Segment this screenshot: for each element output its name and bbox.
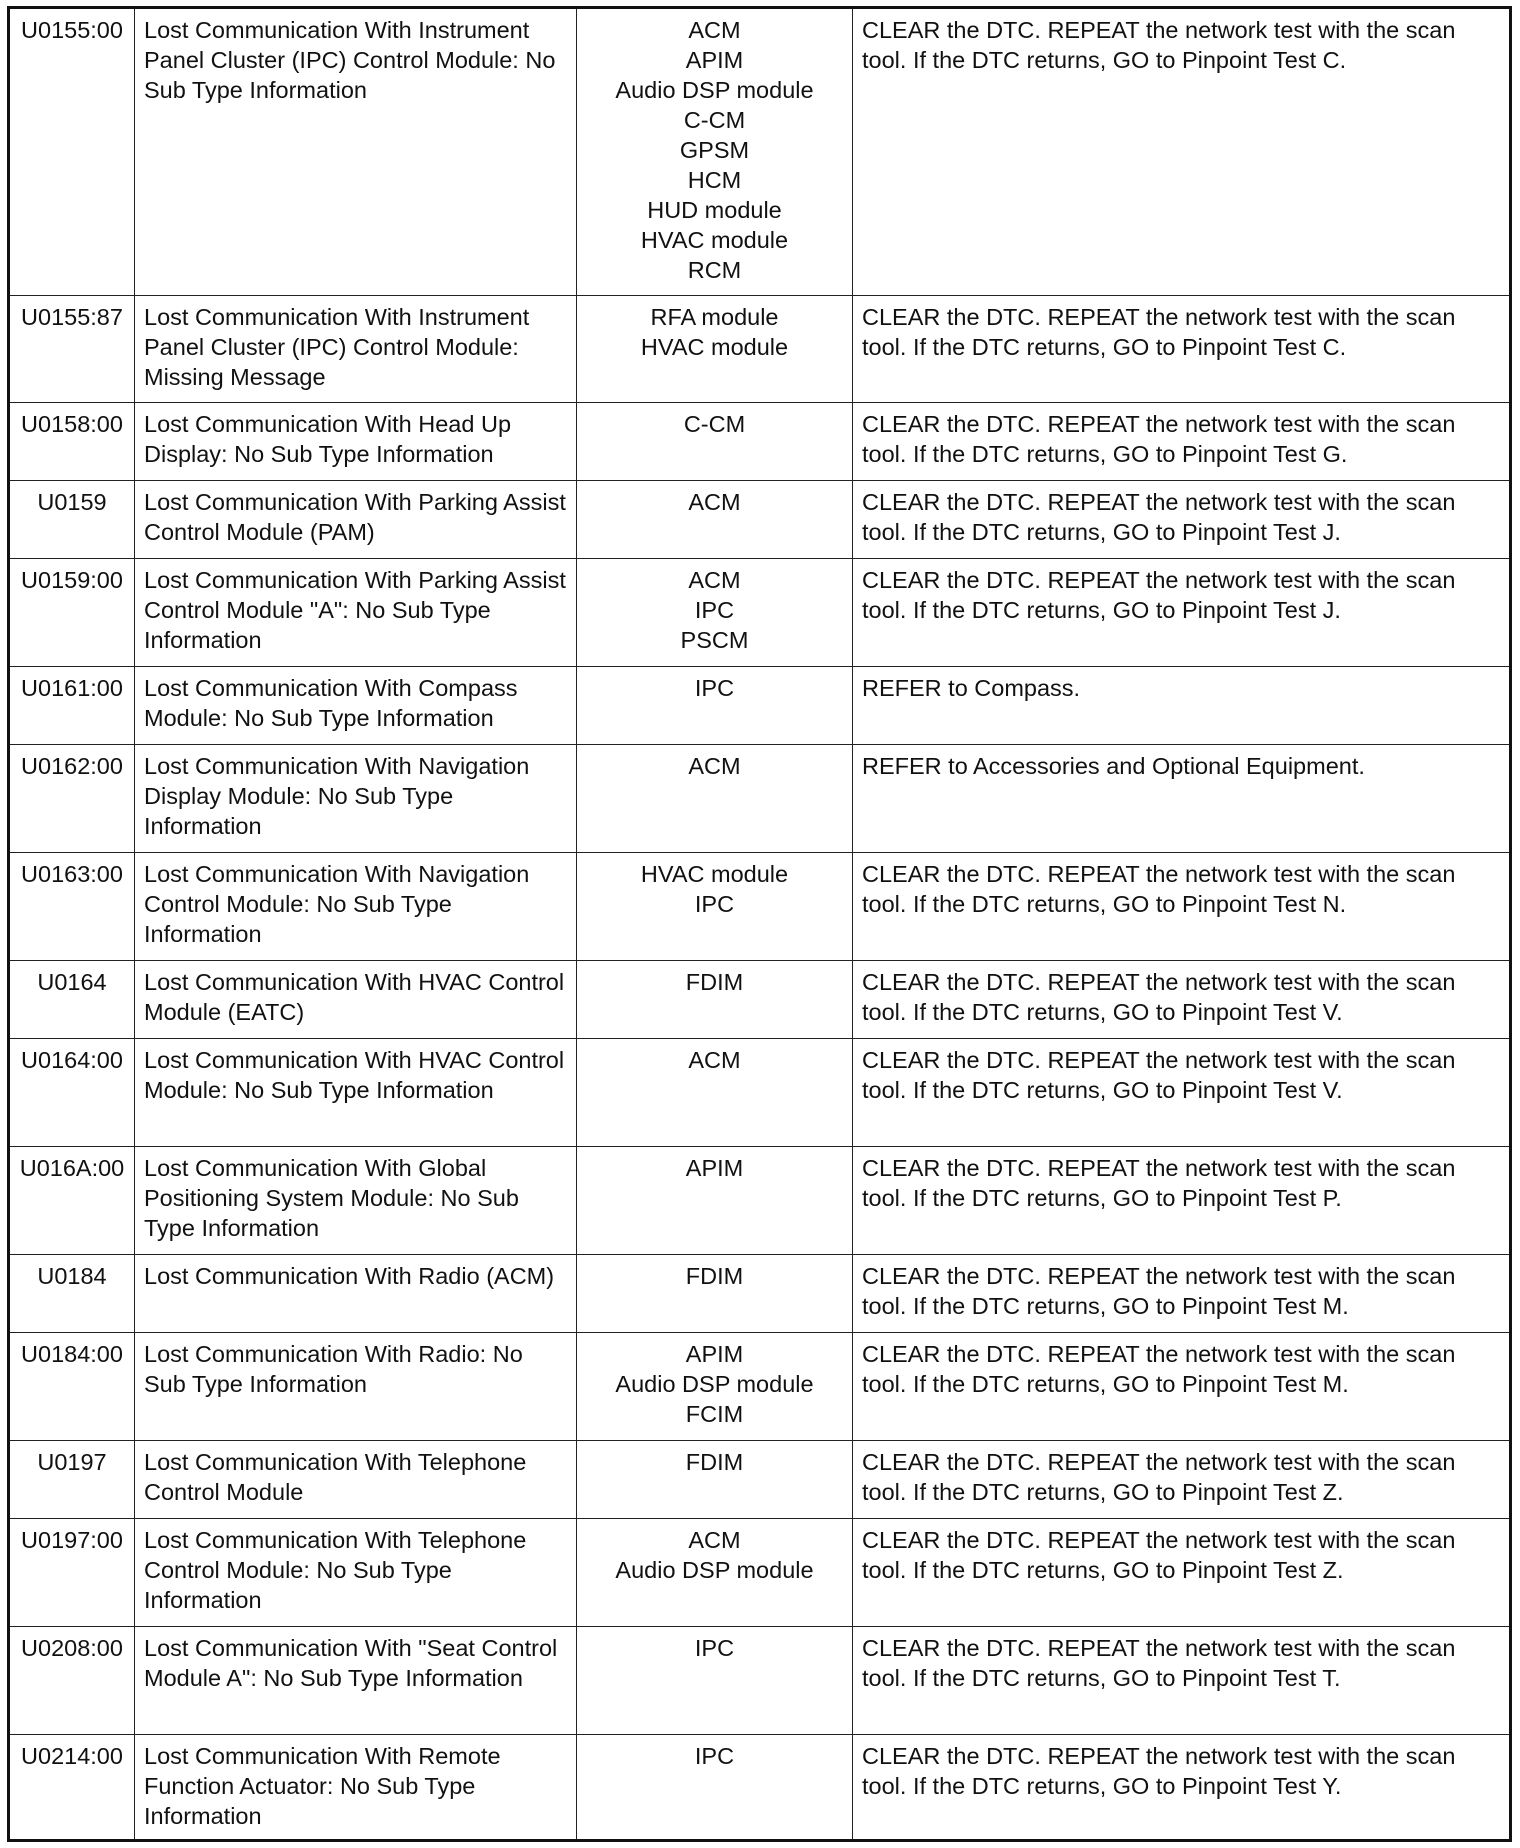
dtc-description: Lost Communication With Radio (ACM) — [135, 1255, 577, 1333]
dtc-description: Lost Communication With Global Positioning System Module: No Sub Type Information — [135, 1147, 577, 1255]
dtc-code: U0214:00 — [9, 1735, 135, 1841]
table-row — [9, 961, 1511, 1039]
module-name: FDIM — [685, 969, 744, 995]
reporting-modules — [577, 1735, 853, 1841]
module-name: ACM — [688, 1527, 741, 1553]
table-row — [9, 1735, 1511, 1841]
dtc-action: CLEAR the DTC. REPEAT the network test with the scan tool. If the DTC returns, GO to Pinpoint Test J. — [853, 559, 1511, 667]
dtc-table-body — [9, 8, 1511, 1841]
table-row — [9, 403, 1511, 481]
dtc-code: U0208:00 — [9, 1627, 135, 1735]
dtc-description: Lost Communication With "Seat Control Module A": No Sub Type Information — [135, 1627, 577, 1735]
dtc-action: CLEAR the DTC. REPEAT the network test with the scan tool. If the DTC returns, GO to Pinpoint Test T. — [853, 1627, 1511, 1735]
dtc-code: U0159:00 — [9, 559, 135, 667]
table-row — [9, 1519, 1511, 1627]
dtc-code: U0162:00 — [9, 745, 135, 853]
reporting-modules — [577, 1255, 853, 1333]
reporting-modules — [577, 559, 853, 667]
module-name: HUD module — [647, 197, 782, 223]
module-name: Audio DSP module — [615, 1371, 814, 1397]
dtc-description: Lost Communication With Compass Module: No Sub Type Information — [135, 667, 577, 745]
table-row — [9, 853, 1511, 961]
dtc-action: CLEAR the DTC. REPEAT the network test with the scan tool. If the DTC returns, GO to Pinpoint Test P. — [853, 1147, 1511, 1255]
module-name: ACM — [688, 489, 741, 515]
table-row — [9, 1039, 1511, 1147]
reporting-modules — [577, 1147, 853, 1255]
dtc-action: CLEAR the DTC. REPEAT the network test with the scan tool. If the DTC returns, GO to Pinpoint Test Z. — [853, 1441, 1511, 1519]
table-row — [9, 559, 1511, 667]
dtc-code: U0164 — [9, 961, 135, 1039]
dtc-action: CLEAR the DTC. REPEAT the network test with the scan tool. If the DTC returns, GO to Pinpoint Test M. — [853, 1255, 1511, 1333]
module-name: APIM — [685, 1341, 744, 1367]
table-row — [9, 1333, 1511, 1441]
dtc-description: Lost Communication With Instrument Panel Cluster (IPC) Control Module: No Sub Type Information — [135, 8, 577, 296]
module-name: HVAC module — [640, 334, 789, 360]
module-name: ACM — [688, 567, 741, 593]
module-name: FCIM — [685, 1401, 744, 1427]
module-name: Audio DSP module — [615, 77, 814, 103]
table-row — [9, 1441, 1511, 1519]
dtc-description: Lost Communication With Parking Assist Control Module "A": No Sub Type Information — [135, 559, 577, 667]
reporting-modules — [577, 961, 853, 1039]
module-name: HVAC module — [640, 227, 789, 253]
reporting-modules — [577, 1519, 853, 1627]
dtc-code: U0184 — [9, 1255, 135, 1333]
dtc-code: U0159 — [9, 481, 135, 559]
dtc-description: Lost Communication With HVAC Control Module: No Sub Type Information — [135, 1039, 577, 1147]
dtc-action: CLEAR the DTC. REPEAT the network test with the scan tool. If the DTC returns, GO to Pinpoint Test C. — [853, 296, 1511, 403]
table-row — [9, 1627, 1511, 1735]
module-name: RCM — [687, 257, 742, 283]
dtc-description: Lost Communication With Navigation Control Module: No Sub Type Information — [135, 853, 577, 961]
module-name: APIM — [685, 47, 744, 73]
reporting-modules — [577, 853, 853, 961]
reporting-modules — [577, 1039, 853, 1147]
dtc-action: CLEAR the DTC. REPEAT the network test with the scan tool. If the DTC returns, GO to Pinpoint Test N. — [853, 853, 1511, 961]
dtc-description: Lost Communication With Parking Assist Control Module (PAM) — [135, 481, 577, 559]
reporting-modules — [577, 667, 853, 745]
module-name: IPC — [694, 891, 735, 917]
dtc-action: CLEAR the DTC. REPEAT the network test with the scan tool. If the DTC returns, GO to Pinpoint Test G. — [853, 403, 1511, 481]
module-name: IPC — [694, 597, 735, 623]
table-row — [9, 481, 1511, 559]
reporting-modules — [577, 745, 853, 853]
module-name: GPSM — [679, 137, 750, 163]
reporting-modules — [577, 296, 853, 403]
module-name: ACM — [688, 753, 741, 779]
dtc-code: U0163:00 — [9, 853, 135, 961]
dtc-description: Lost Communication With Radio: No Sub Type Information — [135, 1333, 577, 1441]
dtc-action: CLEAR the DTC. REPEAT the network test with the scan tool. If the DTC returns, GO to Pinpoint Test V. — [853, 961, 1511, 1039]
dtc-description: Lost Communication With Instrument Panel Cluster (IPC) Control Module: Missing Message — [135, 296, 577, 403]
dtc-description: Lost Communication With HVAC Control Module (EATC) — [135, 961, 577, 1039]
module-name: Audio DSP module — [615, 1557, 814, 1583]
dtc-description: Lost Communication With Telephone Control Module — [135, 1441, 577, 1519]
table-row — [9, 1255, 1511, 1333]
dtc-code: U0155:87 — [9, 296, 135, 403]
reporting-modules — [577, 1333, 853, 1441]
dtc-action: CLEAR the DTC. REPEAT the network test with the scan tool. If the DTC returns, GO to Pinpoint Test M. — [853, 1333, 1511, 1441]
module-name: RFA module — [650, 304, 779, 330]
module-name: IPC — [694, 1635, 735, 1661]
dtc-code: U0184:00 — [9, 1333, 135, 1441]
reporting-modules — [577, 1441, 853, 1519]
reporting-modules — [577, 8, 853, 296]
dtc-action: CLEAR the DTC. REPEAT the network test with the scan tool. If the DTC returns, GO to Pinpoint Test J. — [853, 481, 1511, 559]
reporting-modules — [577, 1627, 853, 1735]
dtc-description: Lost Communication With Head Up Display: No Sub Type Information — [135, 403, 577, 481]
dtc-action: REFER to Compass. — [853, 667, 1511, 745]
table-row — [9, 296, 1511, 403]
dtc-description: Lost Communication With Telephone Control Module: No Sub Type Information — [135, 1519, 577, 1627]
reporting-modules — [577, 403, 853, 481]
dtc-description: Lost Communication With Navigation Display Module: No Sub Type Information — [135, 745, 577, 853]
dtc-action: CLEAR the DTC. REPEAT the network test with the scan tool. If the DTC returns, GO to Pinpoint Test V. — [853, 1039, 1511, 1147]
dtc-code: U0197:00 — [9, 1519, 135, 1627]
dtc-code: U0161:00 — [9, 667, 135, 745]
module-name: PSCM — [680, 627, 749, 653]
module-name: FDIM — [685, 1263, 744, 1289]
dtc-code: U0155:00 — [9, 8, 135, 296]
dtc-action: CLEAR the DTC. REPEAT the network test with the scan tool. If the DTC returns, GO to Pinpoint Test Z. — [853, 1519, 1511, 1627]
dtc-table — [7, 6, 1512, 1842]
table-row — [9, 745, 1511, 853]
table-row — [9, 8, 1511, 296]
table-row — [9, 667, 1511, 745]
module-name: ACM — [688, 17, 741, 43]
dtc-description: Lost Communication With Remote Function Actuator: No Sub Type Information — [135, 1735, 577, 1841]
dtc-action: REFER to Accessories and Optional Equipment. — [853, 745, 1511, 853]
module-name: C-CM — [683, 107, 746, 133]
module-name: C-CM — [683, 411, 746, 437]
module-name: FDIM — [685, 1449, 744, 1475]
module-name: IPC — [694, 675, 735, 701]
dtc-code: U016A:00 — [9, 1147, 135, 1255]
module-name: ACM — [688, 1047, 741, 1073]
dtc-code: U0164:00 — [9, 1039, 135, 1147]
module-name: APIM — [685, 1155, 744, 1181]
dtc-action: CLEAR the DTC. REPEAT the network test with the scan tool. If the DTC returns, GO to Pinpoint Test C. — [853, 8, 1511, 296]
dtc-code: U0197 — [9, 1441, 135, 1519]
dtc-action: CLEAR the DTC. REPEAT the network test with the scan tool. If the DTC returns, GO to Pinpoint Test Y. — [853, 1735, 1511, 1841]
module-name: HCM — [687, 167, 742, 193]
dtc-code: U0158:00 — [9, 403, 135, 481]
reporting-modules — [577, 481, 853, 559]
module-name: HVAC module — [640, 861, 789, 887]
module-name: IPC — [694, 1743, 735, 1769]
table-row — [9, 1147, 1511, 1255]
